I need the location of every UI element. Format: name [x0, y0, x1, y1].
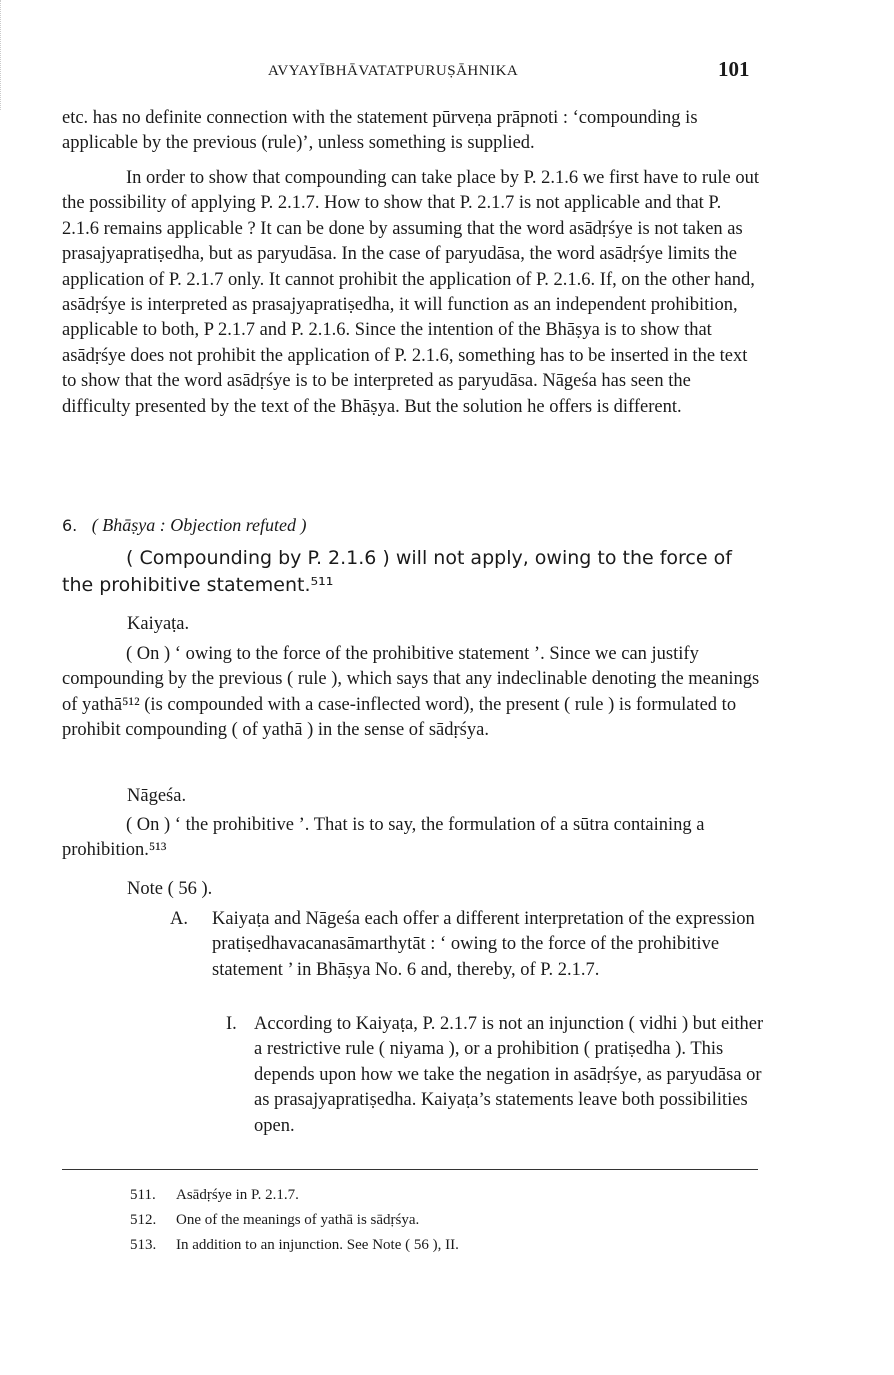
section-heading — [62, 513, 762, 538]
note-item-i — [226, 1012, 766, 1139]
section-number: 6. — [62, 516, 78, 535]
paragraph-continuation: etc. has no definite connection with the statement pūrveṇa prāpnoti : ‘compounding is applicable by the previous (rule)’, unless something is supplied. — [62, 108, 698, 154]
footnote-divider — [62, 1169, 758, 1170]
kaiyata-label: Kaiyaṭa. — [127, 614, 190, 634]
kaiyata-commentary: ( On ) ‘ owing to the force of the prohibitive statement ’. Since we can justify compounding by the previous ( rule ), which says that any indeclinable denoting the meanings of yathā⁵¹² (is compounded with a case-inflected word), the present ( rule ) is formulated to prohibit compounding ( of yathā ) in the sense of sādṛśya. — [62, 644, 760, 741]
nagesa-label: Nāgeśa. — [127, 786, 187, 806]
note-item-a — [170, 907, 765, 983]
note-item-a-marker: A. — [170, 909, 188, 929]
footnote-number: 512. — [130, 1212, 157, 1228]
page-number: 101 — [718, 57, 750, 81]
footnote-text: Asādṛśye in P. 2.1.7. — [176, 1187, 299, 1203]
footnote-text: One of the meanings of yathā is sādṛśya. — [176, 1212, 420, 1228]
section-title: ( Bhāṣya : Objection refuted ) — [91, 515, 307, 535]
bhasya-translation: ( Compounding by P. 2.1.6 ) will not apply, owing to the force of the prohibitive statement.⁵¹¹ — [62, 547, 732, 596]
running-header: AVYAYĪBHĀVATATPURUṢĀHNIKA — [268, 63, 519, 79]
footnote — [130, 1237, 459, 1254]
footnote — [130, 1187, 299, 1204]
footnote — [130, 1212, 419, 1229]
paragraph-explanation: In order to show that compounding can take place by P. 2.1.6 we first have to rule out the possibility of applying P. 2.1.7. How to show that P. 2.1.7 is not applicable and that P. 2.1.6 remains applicable ? It can be done by assuming that the word asādṛśye is not taken as prasajyapratiṣedha, but as paryudāsa. In the case of paryudāsa, the word asādṛśye limits the application of P. 2.1.7 only. It cannot prohibit the application of P. 2.1.6. If, on the other hand, asādṛśye is interpreted as prasajyapratiṣedha, it will function as an independent prohibition, applicable to both, P 2.1.7 and P. 2.1.6. Since the intention of the Bhāṣya is to show that asādṛśye does not prohibit the application of P. 2.1.6, something has to be inserted in the text to show that the word asādṛśye is to be interpreted as paryudāsa. Nāgeśa has seen the difficulty presented by the text of the Bhāṣya. But the solution he offers is different. — [62, 168, 759, 417]
footnote-number: 511. — [130, 1187, 156, 1203]
footnote-text: In addition to an injunction. See Note ( 56 ), II. — [176, 1237, 459, 1253]
note-label: Note ( 56 ). — [127, 879, 213, 899]
nagesa-commentary: ( On ) ‘ the prohibitive ’. That is to say, the formulation of a sūtra containing a prohibition.⁵¹³ — [62, 815, 705, 861]
scan-margin-marks — [0, 0, 11, 110]
note-item-i-marker: I. — [226, 1014, 237, 1034]
note-item-a-text: Kaiyaṭa and Nāgeśa each offer a different interpretation of the expression pratiṣedhavacanasāmarthytāt : ‘ owing to the force of the prohibitive statement ’ in Bhāṣya No. 6 and, thereby, of P. 2.1.7. — [212, 909, 755, 980]
footnote-number: 513. — [130, 1237, 157, 1253]
note-item-i-text: According to Kaiyaṭa, P. 2.1.7 is not an injunction ( vidhi ) but either a restrictive rule ( niyama ), or a prohibition ( pratiṣedha ). This depends upon how we take the negation in asādṛśye, as paryudāsa or as prasajyapratiṣedha. Kaiyaṭa’s statements leave both possibilities open. — [254, 1014, 764, 1136]
